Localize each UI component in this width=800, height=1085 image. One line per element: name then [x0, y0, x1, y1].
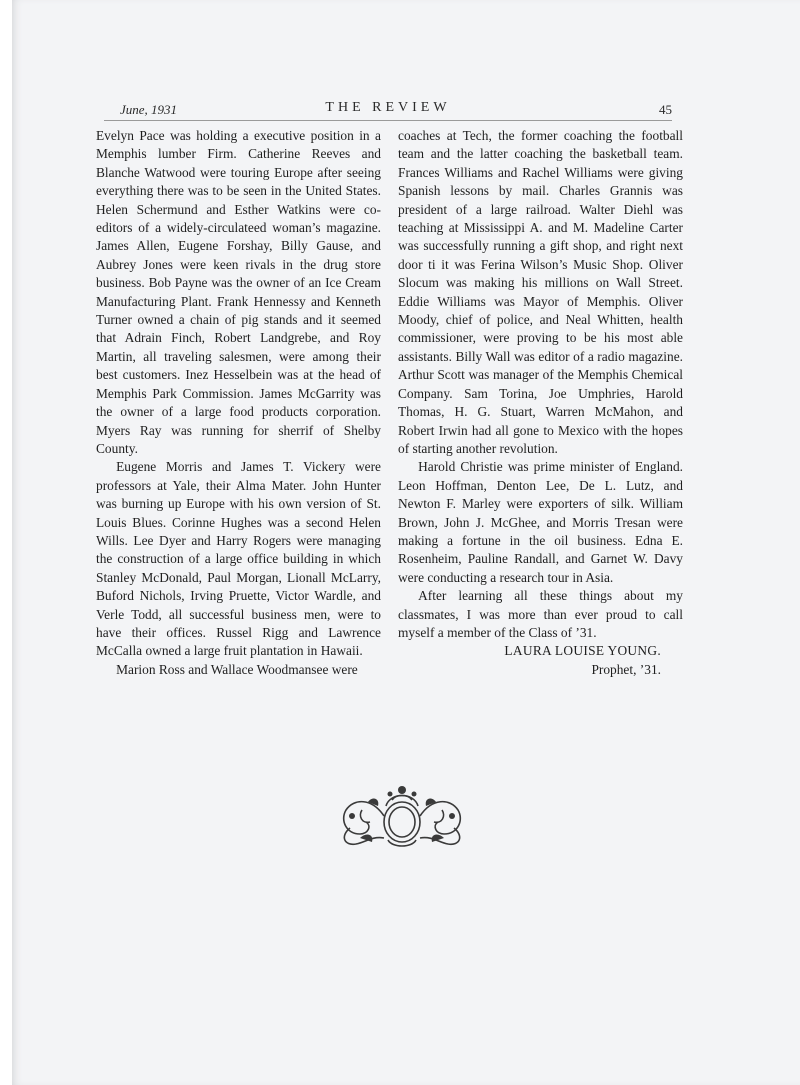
paragraph: Marion Ross and Wallace Woodmansee were	[116, 661, 358, 677]
paragraph: Evelyn Pace was holding a executive position in a Memphis lumber Firm. Catherine Reeves and Blanche Watwood were touring Europe after seeing everything there was to be seen in the United States. Helen Schermund and Esther Watkins were co-editors of a widely-circulateed woman’s magazine. James Allen, Eugene Forshay, Billy Gause, and Aubrey Jones were keen rivals in the drug store business. Bob Payne was the owner of an Ice Cream Manufacturing Plant. Frank Hennessy and Kenneth Turner owned a chain of pig stands and it seemed that Adrain Finch, Robert Landgrebe, and Roy Martin, all traveling salesmen, were among their best customers. Inez Hesselbein was at the head of Memphis Park Commission. James McGarrity was the owner of a large food products corporation. Myers Ray was running for sherrif of Shelby County.	[96, 128, 381, 456]
running-header	[104, 100, 672, 122]
author-role: Prophet, ’31.	[591, 661, 661, 677]
magazine-page	[12, 0, 800, 1085]
left-column	[96, 127, 381, 679]
issue-date: June, 1931	[120, 102, 178, 117]
floral-ornament-icon	[332, 776, 472, 856]
paragraph: Eugene Morris and James T. Vickery were professors at Yale, their Alma Mater. John Hunter was burning up Europe with his own version of St. Louis Blues. Corinne Hughes was a second Helen Wills. Lee Dyer and Harry Rogers were managing the construction of a large office building in which Stanley McDonald, Paul Morgan, Lionall McLarry, Buford Nichols, Irving Pruette, Victor Wardle, and Verle Todd, all successful business men, were to have their offices. Russel Rigg and Lawrence McCalla owned a large fruit plantation in Hawaii.	[96, 459, 381, 659]
page-number: 45	[659, 102, 672, 117]
author-signature: LAURA LOUISE YOUNG.	[504, 643, 661, 659]
right-column	[398, 127, 683, 679]
paragraph: Harold Christie was prime minister of England. Leon Hoffman, Denton Lee, De L. Lutz, and Newton F. Marley were exporters of silk. William Brown, John J. McGhee, and Morris Tresan were making a fortune in the oil business. Edna E. Rosenheim, Pauline Randall, and Garnet W. Davy were conducting a research tour in Asia.	[398, 459, 683, 585]
paragraph: coaches at Tech, the former coaching the football team and the latter coaching the basketball team. Frances Williams and Rachel Williams were giving Spanish lessons by mail. Charles Grannis was president of a large railroad. Walter Diehl was teaching at Mississippi A. and M. Madeline Carter was successfully running a gift shop, and right next door ti it was Ferina Wilson’s Music Shop. Oliver Slocum was making his millions on Wall Street. Eddie Williams was Mayor of Memphis. Oliver Moody, chief of police, and Neal Whitten, health commissioner, were proving to be his most able assistants. Billy Wall was editor of a radio magazine. Arthur Scott was manager of the Memphis Chemical Company. Sam Torina, Joe Umphries, Harold Thomas, H. G. Stuart, Warren McMahon, and Robert Irwin had all gone to Mexico with the hopes of starting another revolution.	[398, 128, 683, 456]
header-rule	[104, 120, 672, 121]
publication-title: THE REVIEW	[325, 100, 451, 115]
paragraph: After learning all these things about my classmates, I was more than ever proud to call myself a member of the Class of ’31.	[398, 588, 683, 640]
